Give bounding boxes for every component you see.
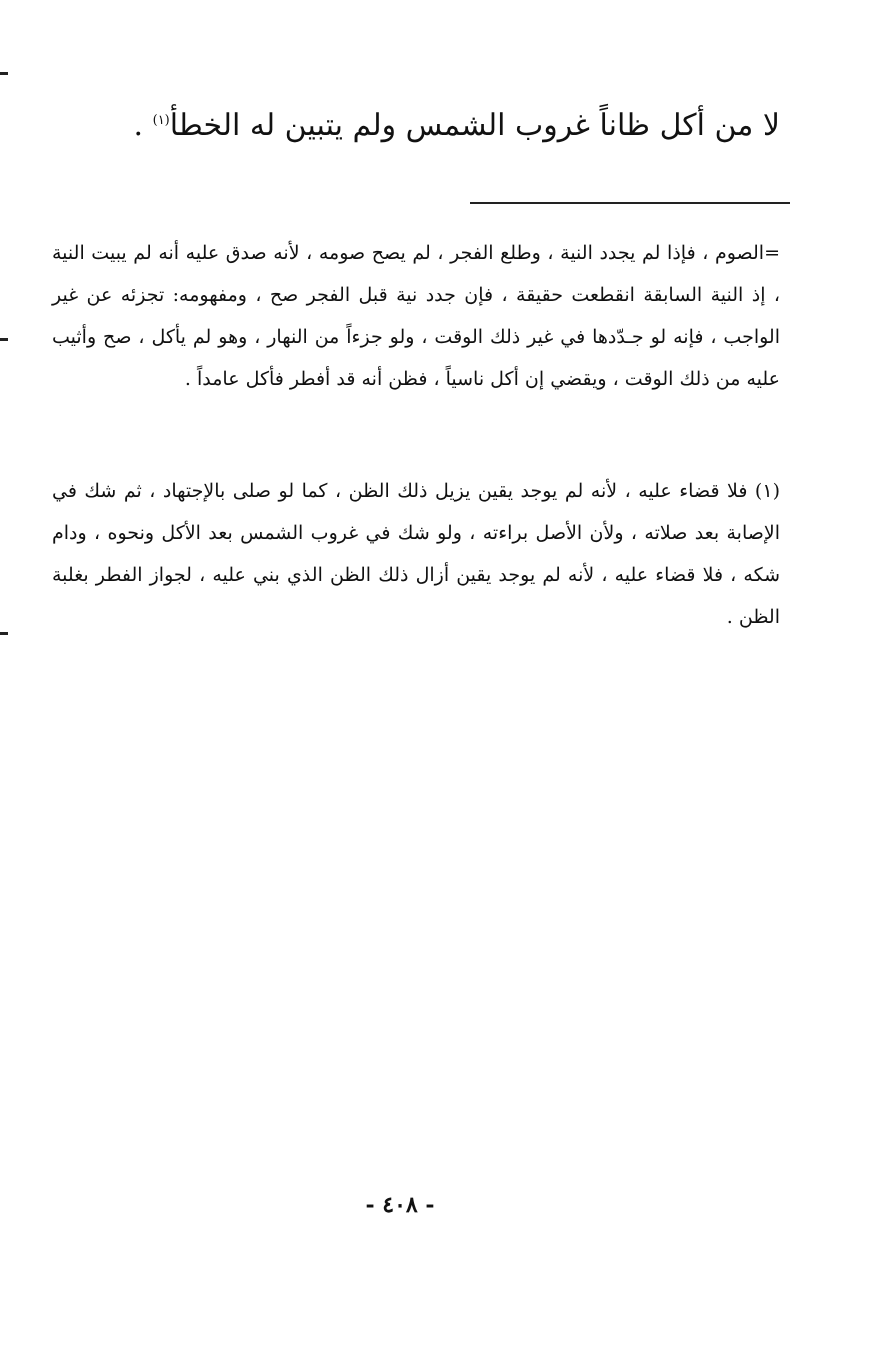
footnote-reference: (١)	[152, 113, 170, 128]
footnote-1: (١) فلا قضاء عليه ، لأنه لم يوجد يقين يزيل ذلك الظن ، كما لو صلى بالإجتهاد ، ثم شك في الإصابة بعد صلاته ، ولأن الأصل براءته ، ولو شك في غروب الشمس بعد الأكل ونحوه ، ودام شكه ، فلا قضاء عليه ، لأنه لم يوجد يقين أزال ذلك الظن الذي بني عليه ، لجواز الفطر بغلبة الظن .	[52, 480, 780, 628]
footnote-continuation: =الصوم ، فإذا لم يجدد النية ، وطلع الفجر ، لم يصح صومه ، لأنه صدق عليه أنه لم يبيت النية ، إذ النية السابقة انقطعت حقيقة ، فإن جدد نية قبل الفجر صح ، ومفهومه: تجزئه عن غير الواجب ، فإنه لو جـدّدها في غير ذلك الوقت ، ولو جزءاً من النهار ، وهو لم يأكل ، صح وأثيب عليه من ذلك الوقت ، ويقضي إن أكل ناسياً ، فظن أنه قد أفطر فأكل عامداً .	[52, 242, 780, 390]
main-text: لا من أكل ظاناً غروب الشمس ولم يتبين له الخطأ	[169, 108, 780, 143]
scan-edge-mark	[0, 338, 8, 341]
main-text-end: .	[133, 108, 153, 143]
page-number: - ٤٠٨ -	[365, 1192, 435, 1218]
footnote-separator	[470, 202, 790, 204]
scan-edge-mark	[0, 72, 8, 75]
main-text-line	[80, 96, 780, 156]
scan-edge-mark	[0, 632, 8, 635]
